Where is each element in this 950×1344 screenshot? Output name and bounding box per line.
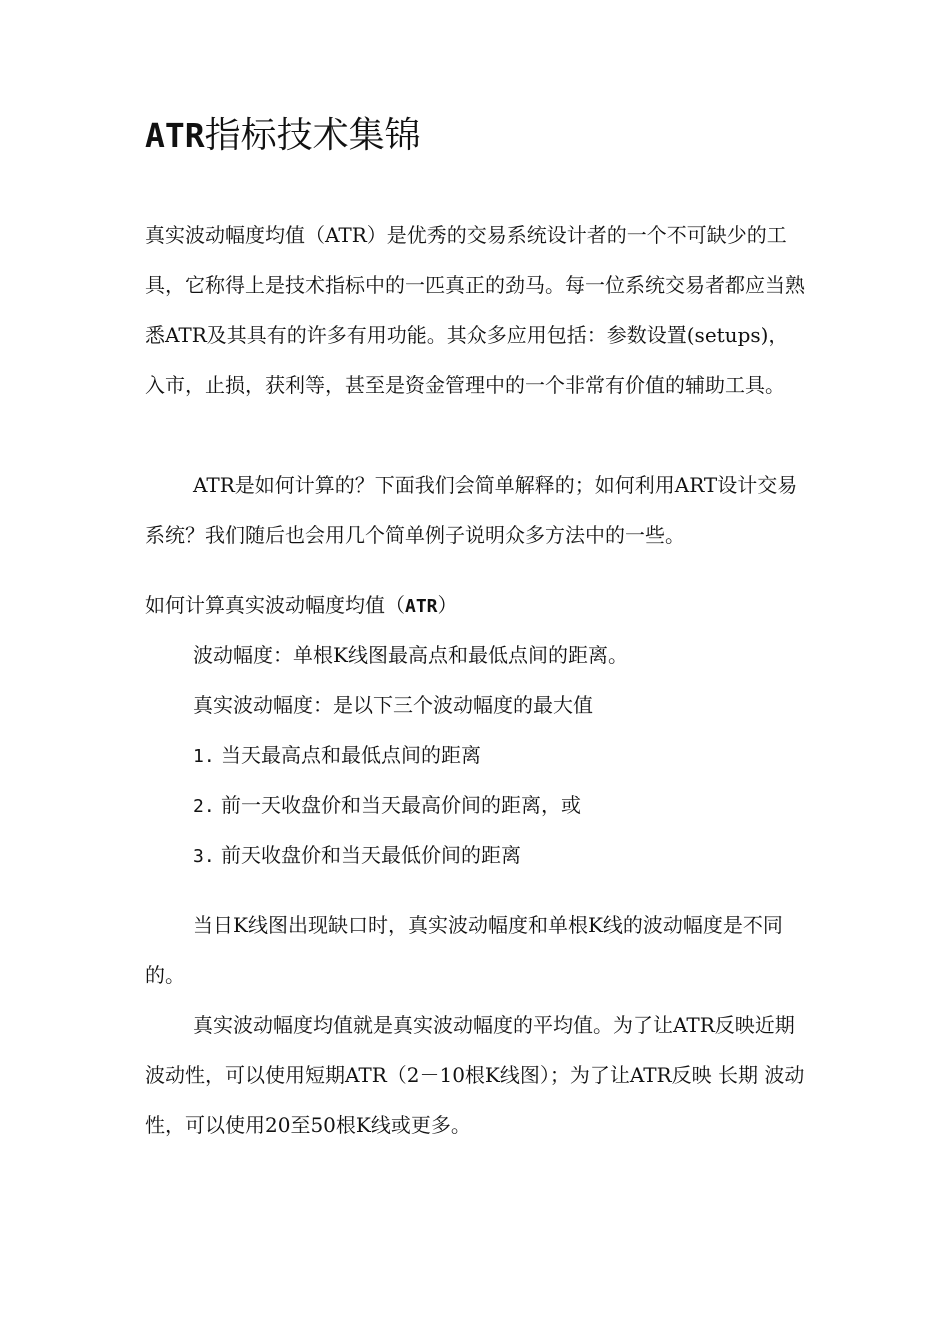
list-item-text: 前一天收盘价和当天最高价间的距离，或 (221, 793, 582, 817)
gap-paragraph: 当日K线图出现缺口时，真实波动幅度和单根K线的波动幅度是不同的。 (145, 913, 783, 987)
list-item-text: 当天最高点和最低点间的距离 (221, 743, 482, 767)
section-heading-text: 如何计算真实波动幅度均值（ (145, 593, 405, 617)
range-definition: 波动幅度：单根K线图最高点和最低点间的距离。 (193, 643, 628, 667)
list-item-number: 3. (193, 846, 215, 867)
list-item (193, 780, 581, 832)
atr-paragraph: 真实波动幅度均值就是真实波动幅度的平均值。为了让ATR反映近期波动性，可以使用短期ATR（2－10根K线图）；为了让ATR反映 长期 波动性，可以使用20至50根K线或更多。 (145, 1013, 805, 1137)
second-paragraph: ATR是如何计算的？下面我们会简单解释的；如何利用ART设计交易系统？我们随后也会用几个简单例子说明众多方法中的一些。 (145, 473, 798, 547)
list-item (193, 830, 521, 882)
list-item-number: 2. (193, 796, 215, 817)
true-range-definition: 真实波动幅度：是以下三个波动幅度的最大值 (193, 693, 593, 717)
intro-paragraph: 真实波动幅度均值（ATR）是优秀的交易系统设计者的一个不可缺少的工具，它称得上是技术指标中的一匹真正的劲马。每一位系统交易者都应当熟悉ATR及其具有的许多有用功能。其众多应用包括：参数设置(setups)，入市，止损，获利等，甚至是资金管理中的一个非常有价值的辅助工具。 (145, 223, 805, 397)
list-item (193, 730, 481, 782)
page-title (145, 110, 421, 162)
list-item-text: 前天收盘价和当天最低价间的距离 (221, 843, 522, 867)
list-item-number: 1. (193, 746, 215, 767)
section-heading-bold: ATR (405, 596, 438, 617)
title-chinese: 指标技术集锦 (204, 115, 421, 156)
section-heading-close: ） (437, 593, 458, 617)
section-heading (145, 580, 458, 632)
title-english: ATR (145, 116, 205, 155)
